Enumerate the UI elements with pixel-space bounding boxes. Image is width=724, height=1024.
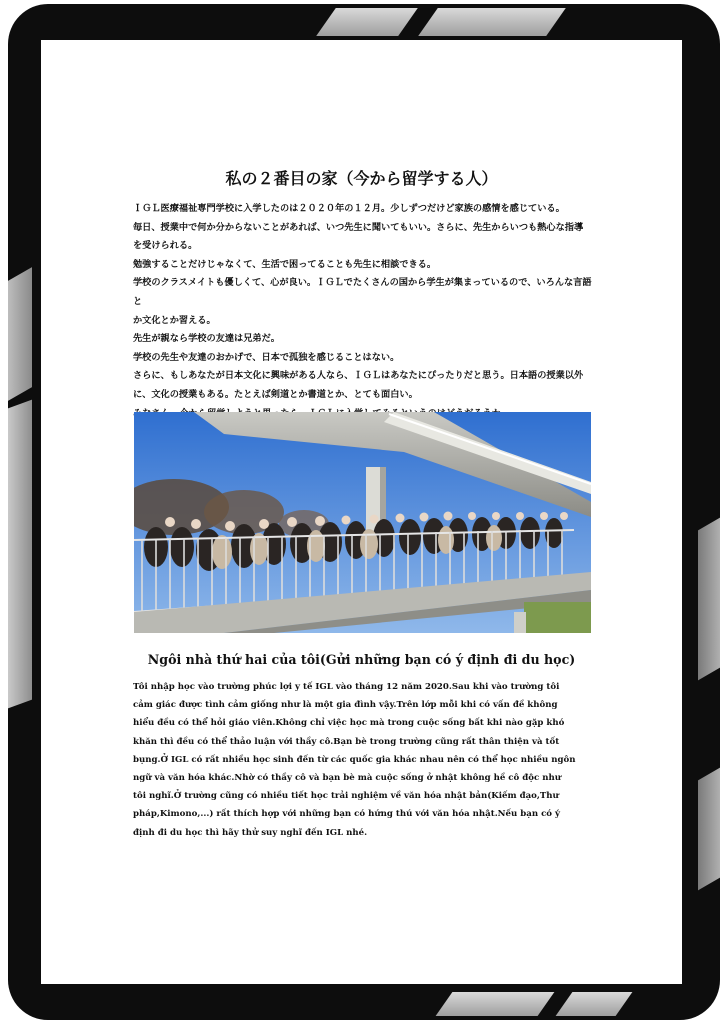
vn-line: Tôi nhập học vào trường phúc lợi y tế IGL vào tháng 12 năm 2020.Sau khi vào trường tôi	[133, 682, 560, 692]
jp-line: さらに、もしあなたが日本文化に興味がある人なら、ＩＧＬはあなたにぴったりだと思う。日本語の授業以外	[133, 370, 584, 382]
jp-line: か文化とか習える。	[133, 314, 216, 326]
jp-line: 毎日、授業中で何か分からないことがあれば、いつ先生に聞いてもいい。さらに、先生からいつも熱心な指導	[133, 221, 584, 233]
jp-paragraph	[133, 200, 593, 423]
vn-line: định đi du học thì hãy thử suy nghĩ đến IGL nhé.	[133, 827, 368, 838]
vn-line: cảm giác được tình cảm giống như là một gia đình vậy.Trên lớp mỗi khi có vấn đề không	[133, 700, 558, 711]
frame-accent	[556, 992, 633, 1016]
vn-line: bụng.Ở IGL có rất nhiều học sinh đến từ các quốc gia khác nhau nên có thể học nhiều ngôn	[133, 754, 576, 765]
vn-line: khăn thì đều có thể thảo luận với thầy cô.Bạn bè trong trường cũng rất thân thiện và tốt	[133, 736, 560, 747]
vn-line: hiểu đều có thể hỏi giáo viên.Không chỉ việc học mà trong cuộc sống bất khi nào gặp khó	[133, 718, 565, 729]
vn-line: pháp,Kimono,...) rất thích hợp với những bạn có hứng thú với văn hóa nhật.Nếu bạn có ý	[133, 809, 561, 820]
frame-accent	[316, 8, 418, 36]
vn-line: ngữ và văn hóa khác.Nhờ có thầy cô và bạn bè mà cuộc sống ở nhật không hề cô độc như	[133, 773, 561, 784]
vn-title: Ngôi nhà thứ hai của tôi(Gửi những bạn có ý định đi du học)	[147, 652, 576, 667]
frame-accent	[8, 267, 32, 401]
jp-line: を受けられる。	[133, 240, 198, 252]
frame-accent	[8, 400, 32, 709]
jp-line: 先生が親なら学校の友達は兄弟だ。	[133, 333, 280, 345]
group-photo	[134, 412, 591, 633]
jp-line: 学校の先生や友達のおかげで、日本で孤独を感じることはない。	[133, 351, 400, 363]
frame-accent	[436, 992, 555, 1016]
jp-line: に、文化の授業もある。たとえば剣道とか書道とか、とても面白い。	[133, 388, 418, 400]
jp-line: 勉強することだけじゃなくて、生活で困ってることも先生に相談できる。	[133, 258, 437, 270]
jp-title: 私の２番目の家（今から留学する人）	[225, 169, 498, 188]
jp-line: ＩＧＬ医療福祉専門学校に入学したのは２０２０年の１２月。少しずつだけど家族の感情を感じている。	[133, 203, 565, 214]
frame-accent	[418, 8, 566, 36]
document-page	[41, 40, 682, 984]
vn-line: tôi nghĩ.Ở trường cũng có nhiều tiết học trải nghiệm về văn hóa nhật bản(Kiếm đạo,Thư	[133, 791, 559, 802]
frame-accent	[698, 518, 720, 681]
frame-accent	[698, 768, 720, 891]
group-photo-illustration	[134, 412, 591, 633]
vn-paragraph	[133, 678, 594, 842]
jp-line: 学校のクラスメイトも優しくて、心が良い。ＩＧＬでたくさんの国から学生が集まっているので、いろんな言語と	[133, 277, 592, 307]
